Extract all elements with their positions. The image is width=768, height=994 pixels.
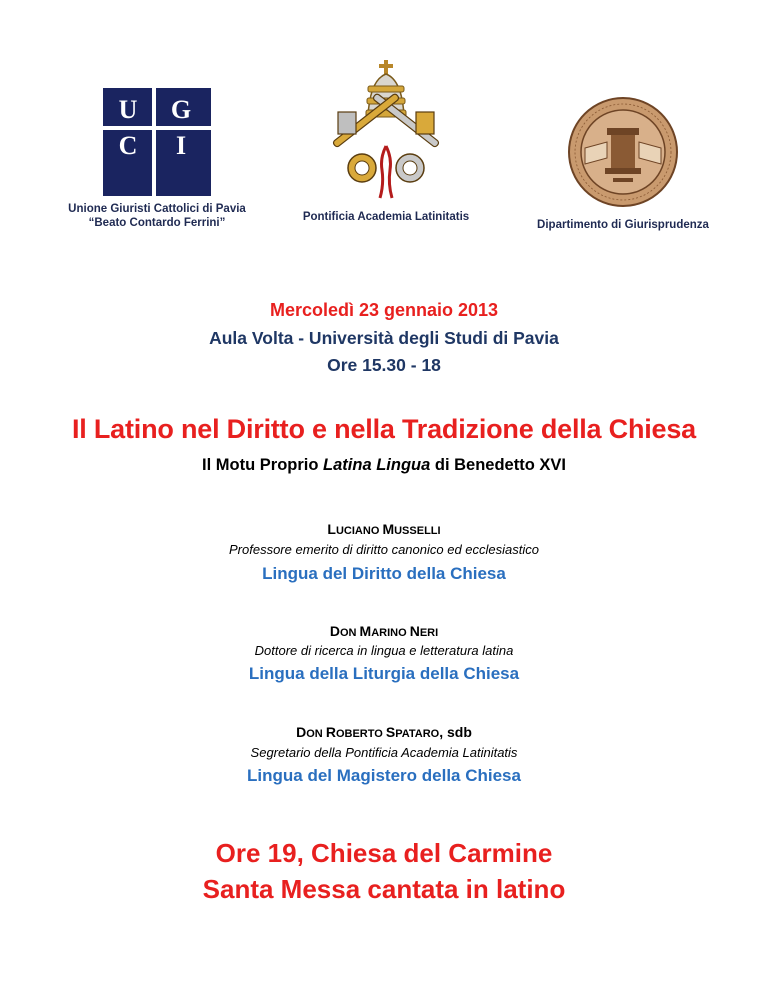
pontificia-logo-block [286,58,486,224]
ugci-letter-c: C [118,131,138,160]
speaker-topic: Lingua della Liturgia della Chiesa [248,664,520,683]
ugci-logo-block [52,88,262,230]
closing-line-2: Santa Messa cantata in latino [202,874,566,904]
papal-coat-of-arms-icon [330,58,442,202]
ugci-caption-line2: “Beato Contardo Ferrini” [88,217,226,229]
event-time: Ore 15.30 - 18 [327,355,441,375]
speaker-name-part: S [385,724,396,740]
dipartimento-logo-block [520,96,726,232]
ugci-letter-i: I [175,131,187,160]
speaker-name-part: USSELLI [394,525,441,537]
speaker-name-part: M [382,521,395,537]
speaker-name-part: , sdb [439,724,472,740]
speaker-name-part: UCIANO [335,525,383,537]
page-subtitle [0,456,768,475]
event-place: Aula Volta - Università degli Studi di Pavia [209,328,559,348]
page-title: Il Latino nel Diritto e nella Tradizione della Chiesa [71,414,697,444]
speaker-role: Dottore di ricerca in lingua e letteratura latina [254,643,514,658]
speaker-name-part: OBERTO [335,728,386,740]
speaker-name-part: PATARO [395,728,440,740]
speaker-topic: Lingua del Magistero della Chiesa [247,766,521,785]
dipartimento-caption: Dipartimento di Giurisprudenza [537,219,709,231]
subtitle-italic: Latina Lingua [323,456,431,474]
speaker-name-part: ARINO [371,627,410,639]
pontificia-caption: Pontificia Academia Latinitatis [302,211,470,223]
speaker-name [0,623,768,639]
speaker-name-part: D [329,623,340,639]
university-seal-icon [567,96,679,208]
closing-line-1: Ore 19, Chiesa del Carmine [215,838,553,868]
ugci-logo [103,88,211,196]
event-date: Mercoledì 23 gennaio 2013 [269,300,499,320]
subtitle-prefix: Il Motu Proprio [202,456,324,474]
ugci-letter-u: U [118,95,138,124]
speaker-name-part: ERI [419,627,439,639]
speaker-role: Segretario della Pontificia Academia Latinitatis [250,745,518,760]
speaker-name-part: R [325,724,336,740]
speaker-name-part: D [296,724,307,740]
speaker-name [0,724,768,740]
speaker-name-part: ON [339,627,360,639]
speaker-role: Professore emerito di diritto canonico ed ecclesiastico [229,542,539,557]
ugci-caption-line1: Unione Giuristi Cattolici di Pavia [68,203,246,215]
ugci-letter-g: G [170,95,192,124]
speaker-name [0,521,768,537]
speaker-name-part: M [359,623,372,639]
subtitle-suffix: di Benedetto XVI [430,456,566,474]
speaker-name-part: L [327,521,336,537]
speaker-topic: Lingua del Diritto della Chiesa [262,564,506,583]
speaker-name-part: N [409,623,420,639]
speaker-name-part: ON [306,728,326,740]
